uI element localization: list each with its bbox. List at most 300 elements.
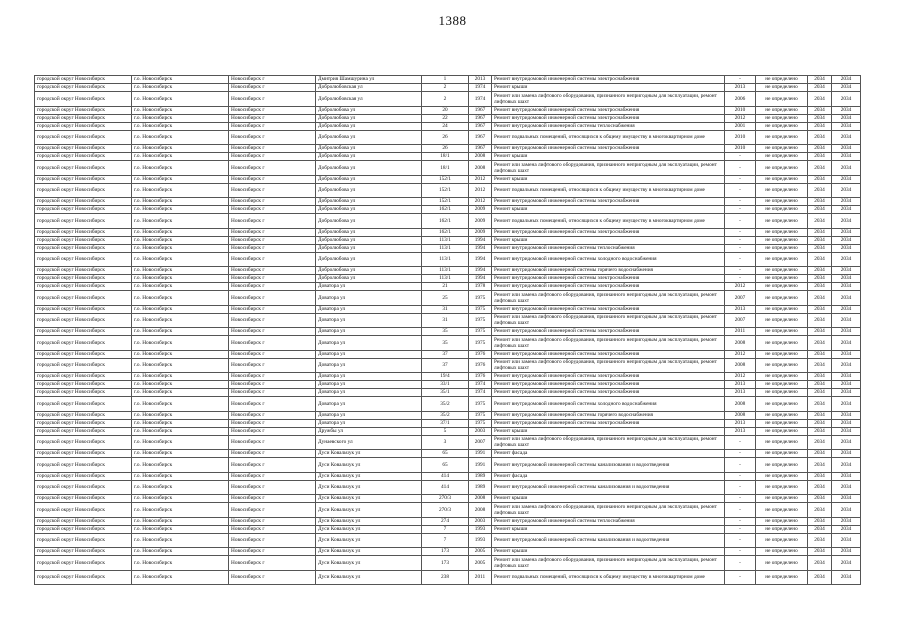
district-cell: г.о. Новосибирск <box>132 458 229 473</box>
street-cell: Добролюбова ул <box>316 267 422 275</box>
work-type-cell: Ремонт крыши <box>492 153 725 161</box>
locality-cell: Новосибирск г <box>229 161 316 176</box>
municipality-cell: городской округ Новосибирск <box>35 503 132 518</box>
street-cell: Доватора ул <box>316 373 422 381</box>
status-cell: не определено <box>756 267 808 275</box>
status-cell: не определено <box>756 525 808 533</box>
house-number-cell: 37/1 <box>422 419 469 427</box>
street-cell: Добролюбова ул <box>316 244 422 252</box>
status-cell: не определено <box>756 480 808 495</box>
work-type-cell: Ремонт внутридомовой инженерной системы электроснабжения <box>492 283 725 291</box>
house-number-cell: 35/2 <box>422 411 469 419</box>
plan-start-cell: 2034 <box>808 228 832 236</box>
plan-end-cell: 2034 <box>832 228 861 236</box>
last-repair-year-cell: 2013 <box>725 389 756 397</box>
locality-cell: Новосибирск г <box>229 175 316 183</box>
commission-year-cell: 1994 <box>469 252 492 267</box>
table-row <box>35 548 861 556</box>
commission-year-cell: 2007 <box>469 435 492 450</box>
commission-year-cell: 2008 <box>469 161 492 176</box>
house-number-cell: 113/1 <box>422 252 469 267</box>
locality-cell: Новосибирск г <box>229 427 316 435</box>
last-repair-year-cell: 2010 <box>725 130 756 145</box>
house-number-cell: 35/2 <box>422 397 469 412</box>
district-cell: г.о. Новосибирск <box>132 373 229 381</box>
last-repair-year-cell: - <box>725 480 756 495</box>
municipality-cell: городской округ Новосибирск <box>35 548 132 556</box>
municipality-cell: городской округ Новосибирск <box>35 275 132 283</box>
plan-start-cell: 2034 <box>808 495 832 503</box>
table-row <box>35 291 861 306</box>
work-type-cell: Ремонт крыши <box>492 206 725 214</box>
district-cell: г.о. Новосибирск <box>132 381 229 389</box>
table-row <box>35 161 861 176</box>
locality-cell: Новосибирск г <box>229 525 316 533</box>
plan-end-cell: 2034 <box>832 76 861 84</box>
last-repair-year-cell: - <box>725 153 756 161</box>
street-cell: Доватора ул <box>316 411 422 419</box>
street-cell: Дуси Ковальчук ул <box>316 472 422 480</box>
house-number-cell: 3 <box>422 435 469 450</box>
locality-cell: Новосибирск г <box>229 480 316 495</box>
last-repair-year-cell: 2008 <box>725 411 756 419</box>
street-cell: Дуси Ковальчук ул <box>316 548 422 556</box>
plan-end-cell: 2034 <box>832 252 861 267</box>
district-cell: г.о. Новосибирск <box>132 313 229 328</box>
plan-start-cell: 2034 <box>808 336 832 351</box>
district-cell: г.о. Новосибирск <box>132 130 229 145</box>
street-cell: Добролюбова ул <box>316 206 422 214</box>
municipality-cell: городской округ Новосибирск <box>35 389 132 397</box>
work-type-cell: Ремонт внутридомовой инженерной системы электроснабжения <box>492 373 725 381</box>
status-cell: не определено <box>756 252 808 267</box>
street-cell: Добролюбова ул <box>316 153 422 161</box>
last-repair-year-cell: - <box>725 450 756 458</box>
last-repair-year-cell: 2007 <box>725 291 756 306</box>
plan-end-cell: 2034 <box>832 427 861 435</box>
house-number-cell: 31 <box>422 305 469 313</box>
last-repair-year-cell: - <box>725 161 756 176</box>
locality-cell: Новосибирск г <box>229 503 316 518</box>
municipality-cell: городской округ Новосибирск <box>35 183 132 198</box>
plan-start-cell: 2034 <box>808 381 832 389</box>
district-cell: г.о. Новосибирск <box>132 358 229 373</box>
work-type-cell: Ремонт внутридомовой инженерной системы теплоснабжения <box>492 244 725 252</box>
work-type-cell: Ремонт внутридомовой инженерной системы электроснабжения <box>492 419 725 427</box>
commission-year-cell: 1989 <box>469 480 492 495</box>
status-cell: не определено <box>756 450 808 458</box>
street-cell: Доватора ул <box>316 389 422 397</box>
status-cell: не определено <box>756 328 808 336</box>
work-type-cell: Ремонт или замена лифтового оборудования, признанного непригодным для эксплуатации, ремонт лифтовых шахт <box>492 92 725 107</box>
district-cell: г.о. Новосибирск <box>132 267 229 275</box>
table-row <box>35 450 861 458</box>
table-row <box>35 244 861 252</box>
street-cell: Добролюбова ул <box>316 145 422 153</box>
plan-start-cell: 2034 <box>808 570 832 585</box>
table-row <box>35 472 861 480</box>
status-cell: не определено <box>756 228 808 236</box>
street-cell: Доватора ул <box>316 336 422 351</box>
plan-start-cell: 2034 <box>808 153 832 161</box>
plan-end-cell: 2034 <box>832 570 861 585</box>
house-number-cell: 1 <box>422 76 469 84</box>
commission-year-cell: 1967 <box>469 122 492 130</box>
plan-end-cell: 2034 <box>832 161 861 176</box>
plan-start-cell: 2034 <box>808 313 832 328</box>
municipality-cell: городской округ Новосибирск <box>35 419 132 427</box>
municipality-cell: городской округ Новосибирск <box>35 427 132 435</box>
locality-cell: Новосибирск г <box>229 84 316 92</box>
house-number-cell: 162/1 <box>422 214 469 229</box>
plan-end-cell: 2034 <box>832 480 861 495</box>
plan-start-cell: 2034 <box>808 533 832 548</box>
municipality-cell: городской округ Новосибирск <box>35 114 132 122</box>
plan-start-cell: 2034 <box>808 389 832 397</box>
table-row <box>35 106 861 114</box>
commission-year-cell: 1967 <box>469 114 492 122</box>
status-cell: не определено <box>756 472 808 480</box>
status-cell: не определено <box>756 313 808 328</box>
street-cell: Добролюбова ул <box>316 175 422 183</box>
commission-year-cell: 1967 <box>469 145 492 153</box>
street-cell: Доватора ул <box>316 419 422 427</box>
last-repair-year-cell: 2012 <box>725 350 756 358</box>
plan-end-cell: 2034 <box>832 495 861 503</box>
work-type-cell: Ремонт крыши <box>492 236 725 244</box>
locality-cell: Новосибирск г <box>229 153 316 161</box>
work-type-cell: Ремонт крыши <box>492 84 725 92</box>
municipality-cell: городской округ Новосибирск <box>35 244 132 252</box>
district-cell: г.о. Новосибирск <box>132 419 229 427</box>
status-cell: не определено <box>756 291 808 306</box>
plan-start-cell: 2034 <box>808 450 832 458</box>
municipality-cell: городской округ Новосибирск <box>35 161 132 176</box>
street-cell: Дуси Ковальчук ул <box>316 450 422 458</box>
locality-cell: Новосибирск г <box>229 397 316 412</box>
house-number-cell: 414 <box>422 480 469 495</box>
commission-year-cell: 2012 <box>469 175 492 183</box>
house-number-cell: 24 <box>422 122 469 130</box>
municipality-cell: городской округ Новосибирск <box>35 458 132 473</box>
house-number-cell: 113/1 <box>422 244 469 252</box>
status-cell: не определено <box>756 419 808 427</box>
house-number-cell: 162/1 <box>422 206 469 214</box>
plan-end-cell: 2034 <box>832 198 861 206</box>
district-cell: г.о. Новосибирск <box>132 517 229 525</box>
municipality-cell: городской округ Новосибирск <box>35 328 132 336</box>
house-number-cell: 26 <box>422 130 469 145</box>
work-type-cell: Ремонт или замена лифтового оборудования, признанного непригодным для эксплуатации, ремонт лифтовых шахт <box>492 435 725 450</box>
last-repair-year-cell: - <box>725 275 756 283</box>
house-number-cell: 113/1 <box>422 275 469 283</box>
plan-end-cell: 2034 <box>832 114 861 122</box>
status-cell: не определено <box>756 84 808 92</box>
commission-year-cell: 1994 <box>469 275 492 283</box>
locality-cell: Новосибирск г <box>229 517 316 525</box>
work-type-cell: Ремонт или замена лифтового оборудования, признанного непригодным для эксплуатации, ремонт лифтовых шахт <box>492 336 725 351</box>
last-repair-year-cell: - <box>725 198 756 206</box>
status-cell: не определено <box>756 373 808 381</box>
district-cell: г.о. Новосибирск <box>132 214 229 229</box>
house-number-cell: 65 <box>422 458 469 473</box>
table-row <box>35 206 861 214</box>
plan-end-cell: 2034 <box>832 373 861 381</box>
district-cell: г.о. Новосибирск <box>132 92 229 107</box>
locality-cell: Новосибирск г <box>229 198 316 206</box>
plan-end-cell: 2034 <box>832 214 861 229</box>
street-cell: Дружбы ул <box>316 427 422 435</box>
municipality-cell: городской округ Новосибирск <box>35 130 132 145</box>
plan-end-cell: 2034 <box>832 130 861 145</box>
district-cell: г.о. Новосибирск <box>132 106 229 114</box>
last-repair-year-cell: - <box>725 525 756 533</box>
street-cell: Добролюбова ул <box>316 198 422 206</box>
municipality-cell: городской округ Новосибирск <box>35 145 132 153</box>
status-cell: не определено <box>756 198 808 206</box>
table-row <box>35 480 861 495</box>
street-cell: Доватора ул <box>316 283 422 291</box>
house-number-cell: 22 <box>422 114 469 122</box>
table-row <box>35 373 861 381</box>
last-repair-year-cell: - <box>725 183 756 198</box>
table-row <box>35 76 861 84</box>
table-row <box>35 122 861 130</box>
status-cell: не определено <box>756 175 808 183</box>
municipality-cell: городской округ Новосибирск <box>35 283 132 291</box>
municipality-cell: городской округ Новосибирск <box>35 525 132 533</box>
district-cell: г.о. Новосибирск <box>132 206 229 214</box>
house-number-cell: 173 <box>422 548 469 556</box>
status-cell: не определено <box>756 427 808 435</box>
last-repair-year-cell: - <box>725 435 756 450</box>
street-cell: Добролюбова ул <box>316 228 422 236</box>
commission-year-cell: 1974 <box>469 381 492 389</box>
municipality-cell: городской округ Новосибирск <box>35 236 132 244</box>
district-cell: г.о. Новосибирск <box>132 397 229 412</box>
table-row <box>35 525 861 533</box>
municipality-cell: городской округ Новосибирск <box>35 495 132 503</box>
plan-end-cell: 2034 <box>832 419 861 427</box>
house-number-cell: 37 <box>422 358 469 373</box>
house-number-cell: 18/1 <box>422 153 469 161</box>
municipality-cell: городской округ Новосибирск <box>35 214 132 229</box>
work-type-cell: Ремонт внутридомовой инженерной системы электроснабжения <box>492 305 725 313</box>
work-type-cell: Ремонт внутридомовой инженерной системы горячего водоснабжения <box>492 267 725 275</box>
table-row <box>35 84 861 92</box>
plan-end-cell: 2034 <box>832 175 861 183</box>
plan-start-cell: 2034 <box>808 472 832 480</box>
table-row <box>35 458 861 473</box>
plan-start-cell: 2034 <box>808 517 832 525</box>
plan-start-cell: 2034 <box>808 161 832 176</box>
street-cell: Добролюбова ул <box>316 183 422 198</box>
plan-end-cell: 2034 <box>832 389 861 397</box>
work-type-cell: Ремонт внутридомовой инженерной системы теплоснабжения <box>492 122 725 130</box>
plan-end-cell: 2034 <box>832 503 861 518</box>
house-number-cell: 414 <box>422 472 469 480</box>
plan-start-cell: 2034 <box>808 525 832 533</box>
street-cell: Добролюбова ул <box>316 275 422 283</box>
street-cell: Добролюбовская ул <box>316 84 422 92</box>
street-cell: Дуси Ковальчук ул <box>316 458 422 473</box>
commission-year-cell: 1991 <box>469 450 492 458</box>
locality-cell: Новосибирск г <box>229 458 316 473</box>
last-repair-year-cell: 2013 <box>725 84 756 92</box>
last-repair-year-cell: - <box>725 175 756 183</box>
work-type-cell: Ремонт подвальных помещений, относящихся к общему имуществу в многоквартирном доме <box>492 183 725 198</box>
plan-start-cell: 2034 <box>808 427 832 435</box>
work-type-cell: Ремонт крыши <box>492 548 725 556</box>
district-cell: г.о. Новосибирск <box>132 556 229 571</box>
plan-start-cell: 2034 <box>808 122 832 130</box>
street-cell: Дуси Ковальчук ул <box>316 480 422 495</box>
status-cell: не определено <box>756 283 808 291</box>
plan-end-cell: 2034 <box>832 122 861 130</box>
work-type-cell: Ремонт внутридомовой инженерной системы канализования и водоотведения <box>492 458 725 473</box>
table-body <box>35 76 861 585</box>
table-row <box>35 381 861 389</box>
locality-cell: Новосибирск г <box>229 450 316 458</box>
district-cell: г.о. Новосибирск <box>132 548 229 556</box>
house-number-cell: 162/1 <box>422 228 469 236</box>
plan-start-cell: 2034 <box>808 458 832 473</box>
plan-end-cell: 2034 <box>832 106 861 114</box>
municipality-cell: городской округ Новосибирск <box>35 358 132 373</box>
table-row <box>35 305 861 313</box>
last-repair-year-cell: 2008 <box>725 397 756 412</box>
house-number-cell: 270/3 <box>422 503 469 518</box>
plan-end-cell: 2034 <box>832 533 861 548</box>
plan-end-cell: 2034 <box>832 336 861 351</box>
district-cell: г.о. Новосибирск <box>132 114 229 122</box>
locality-cell: Новосибирск г <box>229 214 316 229</box>
status-cell: не определено <box>756 130 808 145</box>
street-cell: Доватора ул <box>316 397 422 412</box>
plan-start-cell: 2034 <box>808 145 832 153</box>
plan-end-cell: 2034 <box>832 236 861 244</box>
plan-end-cell: 2034 <box>832 313 861 328</box>
status-cell: не определено <box>756 381 808 389</box>
plan-start-cell: 2034 <box>808 373 832 381</box>
district-cell: г.о. Новосибирск <box>132 450 229 458</box>
commission-year-cell: 1975 <box>469 397 492 412</box>
work-type-cell: Ремонт фасада <box>492 450 725 458</box>
district-cell: г.о. Новосибирск <box>132 411 229 419</box>
house-number-cell: 152/1 <box>422 183 469 198</box>
house-number-cell: 113/1 <box>422 236 469 244</box>
work-type-cell: Ремонт крыши <box>492 427 725 435</box>
last-repair-year-cell: - <box>725 236 756 244</box>
street-cell: Дунаевского ул <box>316 435 422 450</box>
street-cell: Доватора ул <box>316 381 422 389</box>
locality-cell: Новосибирск г <box>229 305 316 313</box>
street-cell: Добролюбова ул <box>316 252 422 267</box>
work-type-cell: Ремонт внутридомовой инженерной системы электроснабжения <box>492 76 725 84</box>
locality-cell: Новосибирск г <box>229 228 316 236</box>
last-repair-year-cell: - <box>725 252 756 267</box>
status-cell: не определено <box>756 533 808 548</box>
table-row <box>35 252 861 267</box>
plan-end-cell: 2034 <box>832 244 861 252</box>
last-repair-year-cell: 2012 <box>725 114 756 122</box>
work-type-cell: Ремонт внутридомовой инженерной системы теплоснабжения <box>492 517 725 525</box>
house-number-cell: 2 <box>422 92 469 107</box>
municipality-cell: городской округ Новосибирск <box>35 381 132 389</box>
house-number-cell: 26 <box>422 145 469 153</box>
plan-start-cell: 2034 <box>808 130 832 145</box>
table-row <box>35 358 861 373</box>
plan-start-cell: 2034 <box>808 92 832 107</box>
status-cell: не определено <box>756 76 808 84</box>
status-cell: не определено <box>756 350 808 358</box>
table-row <box>35 267 861 275</box>
municipality-cell: городской округ Новосибирск <box>35 153 132 161</box>
locality-cell: Новосибирск г <box>229 381 316 389</box>
status-cell: не определено <box>756 122 808 130</box>
municipality-cell: городской округ Новосибирск <box>35 313 132 328</box>
district-cell: г.о. Новосибирск <box>132 236 229 244</box>
table-row <box>35 336 861 351</box>
plan-end-cell: 2034 <box>832 84 861 92</box>
plan-end-cell: 2034 <box>832 275 861 283</box>
municipality-cell: городской округ Новосибирск <box>35 373 132 381</box>
last-repair-year-cell: 2010 <box>725 145 756 153</box>
work-type-cell: Ремонт крыши <box>492 175 725 183</box>
municipality-cell: городской округ Новосибирск <box>35 76 132 84</box>
commission-year-cell: 1975 <box>469 411 492 419</box>
plan-start-cell: 2034 <box>808 206 832 214</box>
district-cell: г.о. Новосибирск <box>132 435 229 450</box>
commission-year-cell: 2009 <box>469 214 492 229</box>
plan-end-cell: 2034 <box>832 381 861 389</box>
district-cell: г.о. Новосибирск <box>132 198 229 206</box>
plan-end-cell: 2034 <box>832 305 861 313</box>
locality-cell: Новосибирск г <box>229 236 316 244</box>
commission-year-cell: 1994 <box>469 236 492 244</box>
status-cell: не определено <box>756 570 808 585</box>
status-cell: не определено <box>756 92 808 107</box>
last-repair-year-cell: - <box>725 267 756 275</box>
plan-start-cell: 2034 <box>808 548 832 556</box>
table-row <box>35 313 861 328</box>
house-number-cell: 173 <box>422 556 469 571</box>
commission-year-cell: 1967 <box>469 106 492 114</box>
municipality-cell: городской округ Новосибирск <box>35 122 132 130</box>
locality-cell: Новосибирск г <box>229 350 316 358</box>
table-row <box>35 419 861 427</box>
commission-year-cell: 2008 <box>469 153 492 161</box>
status-cell: не определено <box>756 556 808 571</box>
last-repair-year-cell: - <box>725 533 756 548</box>
locality-cell: Новосибирск г <box>229 556 316 571</box>
commission-year-cell: 1978 <box>469 283 492 291</box>
street-cell: Доватора ул <box>316 358 422 373</box>
street-cell: Добролюбовская ул <box>316 92 422 107</box>
municipality-cell: городской округ Новосибирск <box>35 206 132 214</box>
municipality-cell: городской округ Новосибирск <box>35 267 132 275</box>
plan-end-cell: 2034 <box>832 517 861 525</box>
last-repair-year-cell: - <box>725 244 756 252</box>
municipality-cell: городской округ Новосибирск <box>35 480 132 495</box>
status-cell: не определено <box>756 183 808 198</box>
status-cell: не определено <box>756 244 808 252</box>
work-type-cell: Ремонт или замена лифтового оборудования, признанного непригодным для эксплуатации, ремонт лифтовых шахт <box>492 291 725 306</box>
table-row <box>35 130 861 145</box>
work-type-cell: Ремонт внутридомовой инженерной системы канализования и водоотведения <box>492 533 725 548</box>
municipality-cell: городской округ Новосибирск <box>35 198 132 206</box>
district-cell: г.о. Новосибирск <box>132 145 229 153</box>
